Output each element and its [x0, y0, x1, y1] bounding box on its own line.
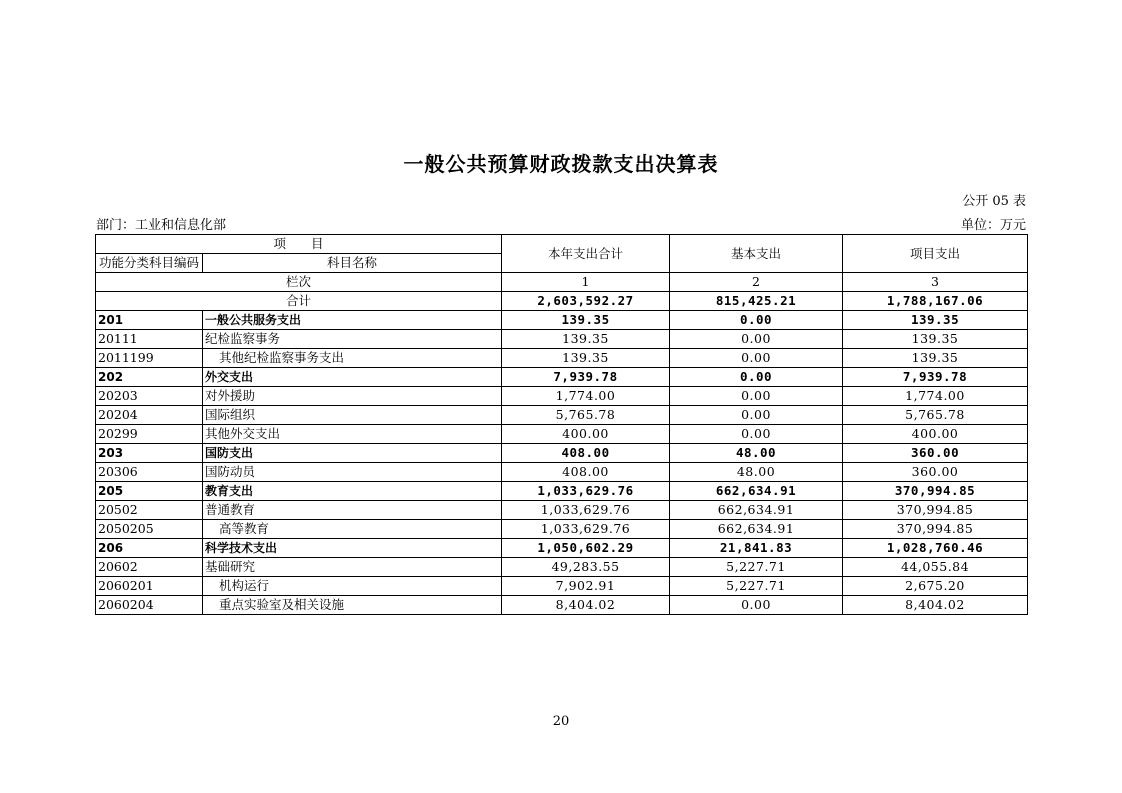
- table-row: [96, 539, 1028, 558]
- row-project: 5,765.78: [843, 406, 1028, 425]
- row-name: 其他纪检监察事务支出: [203, 349, 502, 368]
- row-code: 20299: [96, 425, 203, 444]
- row-total: 1,033,629.76: [502, 501, 670, 520]
- header-code: 功能分类科目编码: [96, 254, 203, 273]
- header-project: 项目支出: [843, 235, 1028, 273]
- row-total: 7,939.78: [502, 368, 670, 387]
- row-project: 370,994.85: [843, 520, 1028, 539]
- row-basic: 662,634.91: [670, 501, 843, 520]
- row-project: 1,028,760.46: [843, 539, 1028, 558]
- row-name: 科学技术支出: [203, 539, 502, 558]
- unit-label: 单位：万元: [960, 218, 1026, 233]
- row-project: 8,404.02: [843, 596, 1028, 615]
- row-total: 1,033,629.76: [502, 520, 670, 539]
- total-basic: 815,425.21: [670, 292, 843, 311]
- row-name: 机构运行: [203, 577, 502, 596]
- header-total: 本年支出合计: [502, 235, 670, 273]
- row-basic: 0.00: [670, 368, 843, 387]
- row-basic: 662,634.91: [670, 520, 843, 539]
- page-title: 一般公共预算财政拨款支出决算表: [403, 152, 719, 176]
- row-basic: 21,841.83: [670, 539, 843, 558]
- row-basic: 5,227.71: [670, 558, 843, 577]
- row-project: 360.00: [843, 444, 1028, 463]
- department-label: 部门：工业和信息化部: [96, 218, 227, 233]
- table-row: [96, 368, 1028, 387]
- row-total: 139.35: [502, 349, 670, 368]
- row-total: 400.00: [502, 425, 670, 444]
- row-name: 对外援助: [203, 387, 502, 406]
- table-row: [96, 577, 1028, 596]
- row-name: 高等教育: [203, 520, 502, 539]
- table-row: [96, 558, 1028, 577]
- total-label: 合计: [96, 292, 502, 311]
- table-row: [96, 463, 1028, 482]
- row-basic: 48.00: [670, 444, 843, 463]
- row-code: 2011199: [96, 349, 203, 368]
- row-project: 370,994.85: [843, 482, 1028, 501]
- row-project: 44,055.84: [843, 558, 1028, 577]
- row-project: 2,675.20: [843, 577, 1028, 596]
- table-row: [96, 596, 1028, 615]
- row-total: 1,033,629.76: [502, 482, 670, 501]
- row-total: 1,050,602.29: [502, 539, 670, 558]
- row-basic: 0.00: [670, 406, 843, 425]
- table-row: [96, 520, 1028, 539]
- row-basic: 0.00: [670, 349, 843, 368]
- row-total: 5,765.78: [502, 406, 670, 425]
- header-col-num-1: 1: [502, 273, 670, 292]
- form-number: 公开 05 表: [962, 194, 1026, 209]
- table-row: [96, 349, 1028, 368]
- row-code: 20204: [96, 406, 203, 425]
- row-code: 2060201: [96, 577, 203, 596]
- row-name: 一般公共服务支出: [203, 311, 502, 330]
- page-number: 20: [552, 714, 570, 729]
- row-project: 360.00: [843, 463, 1028, 482]
- row-project: 139.35: [843, 330, 1028, 349]
- header-name: 科目名称: [203, 254, 502, 273]
- row-project: 139.35: [843, 311, 1028, 330]
- table-row: [96, 311, 1028, 330]
- row-name: 国防支出: [203, 444, 502, 463]
- row-code: 2060204: [96, 596, 203, 615]
- row-basic: 0.00: [670, 311, 843, 330]
- row-name: 纪检监察事务: [203, 330, 502, 349]
- row-code: 206: [96, 539, 203, 558]
- row-name: 普通教育: [203, 501, 502, 520]
- row-code: 20602: [96, 558, 203, 577]
- row-name: 教育支出: [203, 482, 502, 501]
- row-project: 370,994.85: [843, 501, 1028, 520]
- table-row: [96, 444, 1028, 463]
- row-basic: 48.00: [670, 463, 843, 482]
- row-project: 7,939.78: [843, 368, 1028, 387]
- header-item: 项 目: [96, 235, 502, 254]
- row-total: 8,404.02: [502, 596, 670, 615]
- row-name: 国防动员: [203, 463, 502, 482]
- row-total: 408.00: [502, 463, 670, 482]
- row-project: 139.35: [843, 349, 1028, 368]
- row-basic: 0.00: [670, 387, 843, 406]
- header-col-num-3: 3: [843, 273, 1028, 292]
- header-basic: 基本支出: [670, 235, 843, 273]
- header-col-num-2: 2: [670, 273, 843, 292]
- row-code: 20203: [96, 387, 203, 406]
- table-row: [96, 425, 1028, 444]
- row-name: 其他外交支出: [203, 425, 502, 444]
- row-name: 重点实验室及相关设施: [203, 596, 502, 615]
- row-total: 49,283.55: [502, 558, 670, 577]
- table-row: [96, 406, 1028, 425]
- row-name: 国际组织: [203, 406, 502, 425]
- row-code: 201: [96, 311, 203, 330]
- row-total: 139.35: [502, 330, 670, 349]
- row-basic: 0.00: [670, 425, 843, 444]
- table-row: [96, 501, 1028, 520]
- row-name: 基础研究: [203, 558, 502, 577]
- total-sum: 2,603,592.27: [502, 292, 670, 311]
- row-total: 139.35: [502, 311, 670, 330]
- row-code: 2050205: [96, 520, 203, 539]
- table-row: [96, 482, 1028, 501]
- row-project: 1,774.00: [843, 387, 1028, 406]
- row-code: 203: [96, 444, 203, 463]
- budget-table: [95, 234, 1028, 615]
- row-code: 205: [96, 482, 203, 501]
- row-name: 外交支出: [203, 368, 502, 387]
- row-total: 7,902.91: [502, 577, 670, 596]
- row-code: 202: [96, 368, 203, 387]
- row-basic: 5,227.71: [670, 577, 843, 596]
- row-project: 400.00: [843, 425, 1028, 444]
- row-total: 408.00: [502, 444, 670, 463]
- row-code: 20111: [96, 330, 203, 349]
- row-basic: 662,634.91: [670, 482, 843, 501]
- row-total: 1,774.00: [502, 387, 670, 406]
- table-row: [96, 387, 1028, 406]
- row-basic: 0.00: [670, 330, 843, 349]
- row-code: 20502: [96, 501, 203, 520]
- header-lanci: 栏次: [96, 273, 502, 292]
- table-row: [96, 330, 1028, 349]
- row-code: 20306: [96, 463, 203, 482]
- total-project: 1,788,167.06: [843, 292, 1028, 311]
- row-basic: 0.00: [670, 596, 843, 615]
